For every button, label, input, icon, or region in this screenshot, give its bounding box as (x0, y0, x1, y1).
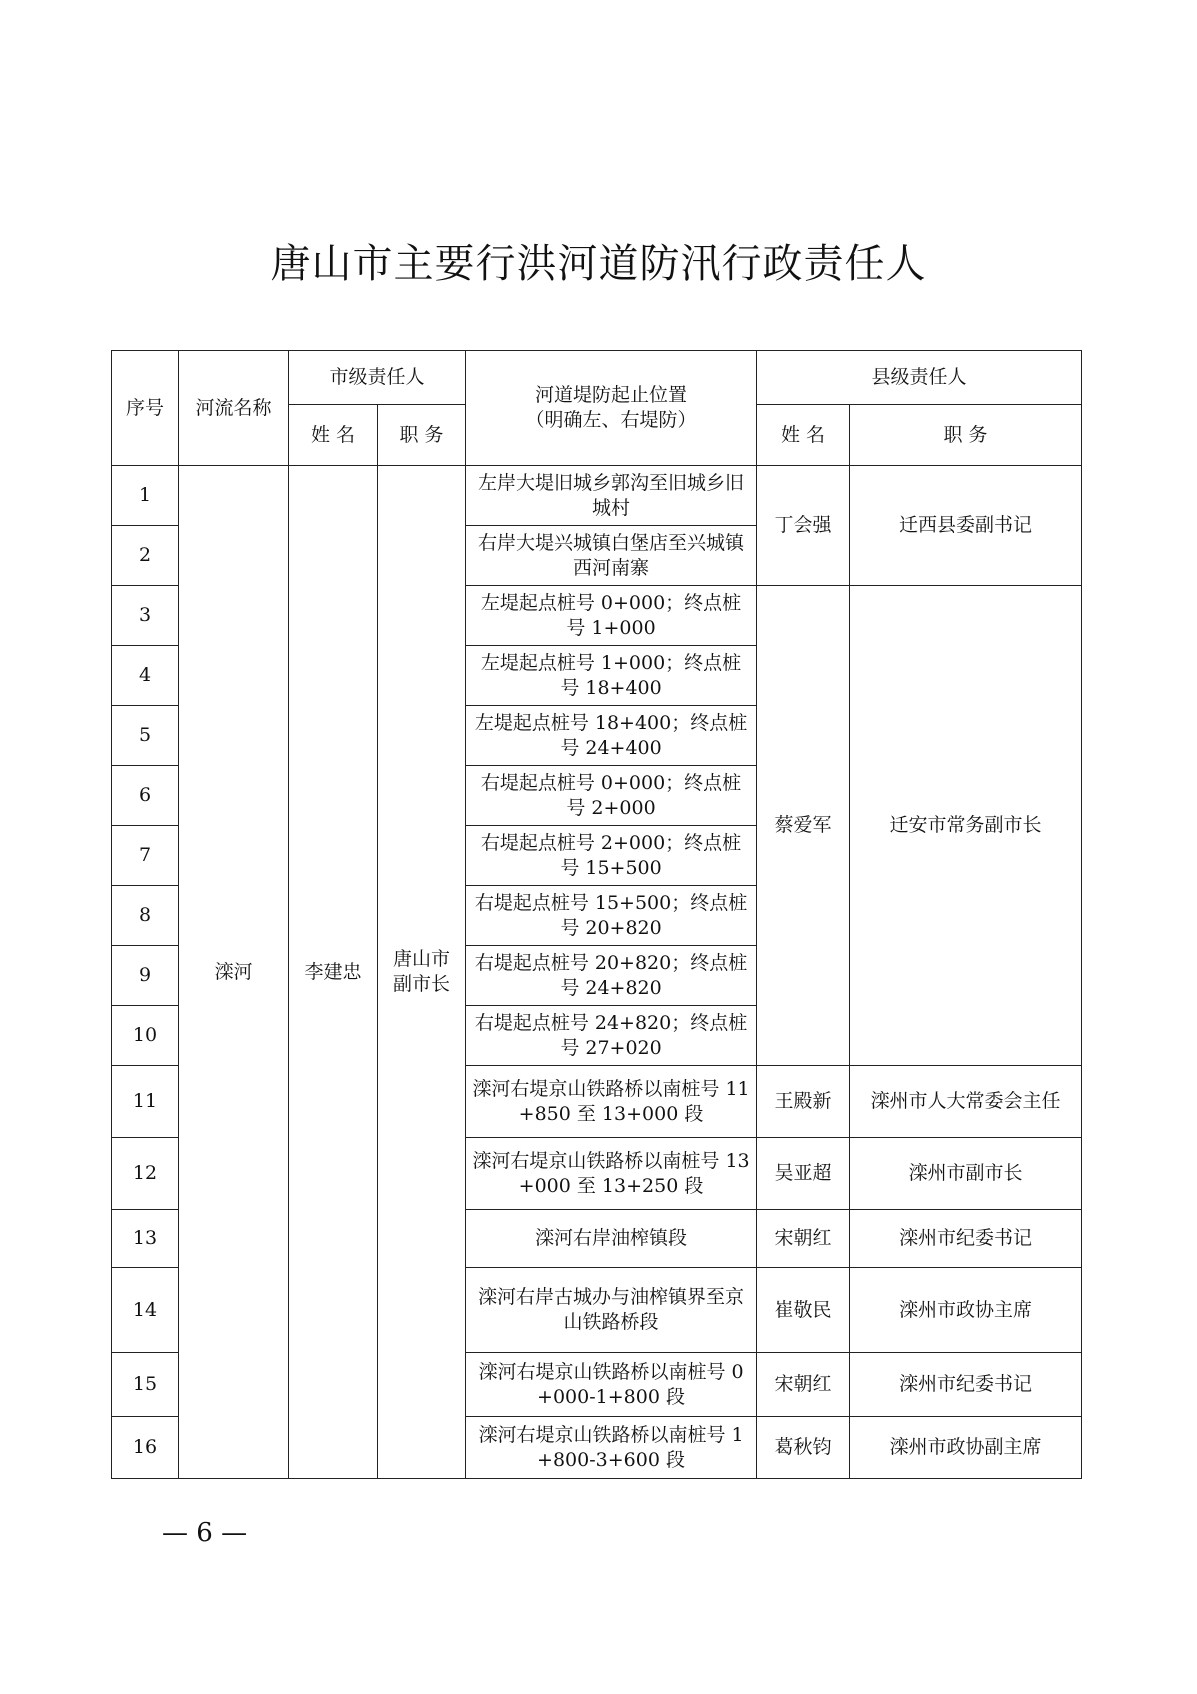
location-cell: 右堤起点桩号 15+500；终点桩号 20+820 (466, 886, 757, 946)
county-position: 迁安市常务副市长 (850, 586, 1082, 1066)
header-city-name: 姓 名 (289, 405, 378, 466)
county-name: 王殿新 (757, 1066, 850, 1138)
row-number: 8 (112, 886, 179, 946)
page-title: 唐山市主要行洪河道防汛行政责任人 (270, 241, 927, 287)
row-number: 6 (112, 766, 179, 826)
row-number: 5 (112, 706, 179, 766)
row-number: 11 (112, 1066, 179, 1138)
city-name: 李建忠 (289, 466, 378, 1479)
location-cell: 滦河右岸油榨镇段 (466, 1210, 757, 1268)
header-river: 河流名称 (179, 351, 289, 466)
row-number: 15 (112, 1353, 179, 1417)
row-number: 9 (112, 946, 179, 1006)
row-number: 12 (112, 1138, 179, 1210)
location-cell: 滦河右堤京山铁路桥以南桩号 13+000 至 13+250 段 (466, 1138, 757, 1210)
location-cell: 左堤起点桩号 0+000；终点桩号 1+000 (466, 586, 757, 646)
page-number: — 6 — (162, 1518, 248, 1548)
header-county: 县级责任人 (757, 351, 1082, 405)
county-name: 宋朝红 (757, 1353, 850, 1417)
county-position: 迁西县委副书记 (850, 466, 1082, 586)
header-city-position: 职 务 (378, 405, 466, 466)
location-cell: 滦河右堤京山铁路桥以南桩号 11+850 至 13+000 段 (466, 1066, 757, 1138)
header-county-name: 姓 名 (757, 405, 850, 466)
row-number: 16 (112, 1417, 179, 1479)
header-seq: 序号 (112, 351, 179, 466)
location-cell: 右堤起点桩号 0+000；终点桩号 2+000 (466, 766, 757, 826)
header-location: 河道堤防起止位置 （明确左、右堤防） (466, 351, 757, 466)
row-number: 2 (112, 526, 179, 586)
city-position: 唐山市副市长 (378, 466, 466, 1479)
location-cell: 右堤起点桩号 20+820；终点桩号 24+820 (466, 946, 757, 1006)
header-county-position: 职 务 (850, 405, 1082, 466)
row-number: 14 (112, 1268, 179, 1353)
river-name: 滦河 (179, 466, 289, 1479)
county-name: 吴亚超 (757, 1138, 850, 1210)
county-position: 滦州市纪委书记 (850, 1210, 1082, 1268)
row-number: 1 (112, 466, 179, 526)
county-name: 葛秋钧 (757, 1417, 850, 1479)
location-cell: 右堤起点桩号 2+000；终点桩号 15+500 (466, 826, 757, 886)
location-cell: 滦河右堤京山铁路桥以南桩号 1+800-3+600 段 (466, 1417, 757, 1479)
responsibility-table (111, 350, 1082, 1479)
location-cell: 滦河右堤京山铁路桥以南桩号 0+000-1+800 段 (466, 1353, 757, 1417)
county-position: 滦州市人大常委会主任 (850, 1066, 1082, 1138)
row-number: 13 (112, 1210, 179, 1268)
location-cell: 右堤起点桩号 24+820；终点桩号 27+020 (466, 1006, 757, 1066)
county-position: 滦州市副市长 (850, 1138, 1082, 1210)
header-city: 市级责任人 (289, 351, 466, 405)
county-name: 蔡爱军 (757, 586, 850, 1066)
county-name: 丁会强 (757, 466, 850, 586)
row-number: 4 (112, 646, 179, 706)
location-cell: 右岸大堤兴城镇白堡店至兴城镇西河南寨 (466, 526, 757, 586)
row-number: 7 (112, 826, 179, 886)
location-cell: 左堤起点桩号 18+400；终点桩号 24+400 (466, 706, 757, 766)
county-position: 滦州市政协副主席 (850, 1417, 1082, 1479)
location-cell: 左堤起点桩号 1+000；终点桩号 18+400 (466, 646, 757, 706)
county-position: 滦州市纪委书记 (850, 1353, 1082, 1417)
county-position: 滦州市政协主席 (850, 1268, 1082, 1353)
county-name: 崔敬民 (757, 1268, 850, 1353)
row-number: 3 (112, 586, 179, 646)
row-number: 10 (112, 1006, 179, 1066)
location-cell: 左岸大堤旧城乡郭沟至旧城乡旧城村 (466, 466, 757, 526)
location-cell: 滦河右岸古城办与油榨镇界至京山铁路桥段 (466, 1268, 757, 1353)
county-name: 宋朝红 (757, 1210, 850, 1268)
